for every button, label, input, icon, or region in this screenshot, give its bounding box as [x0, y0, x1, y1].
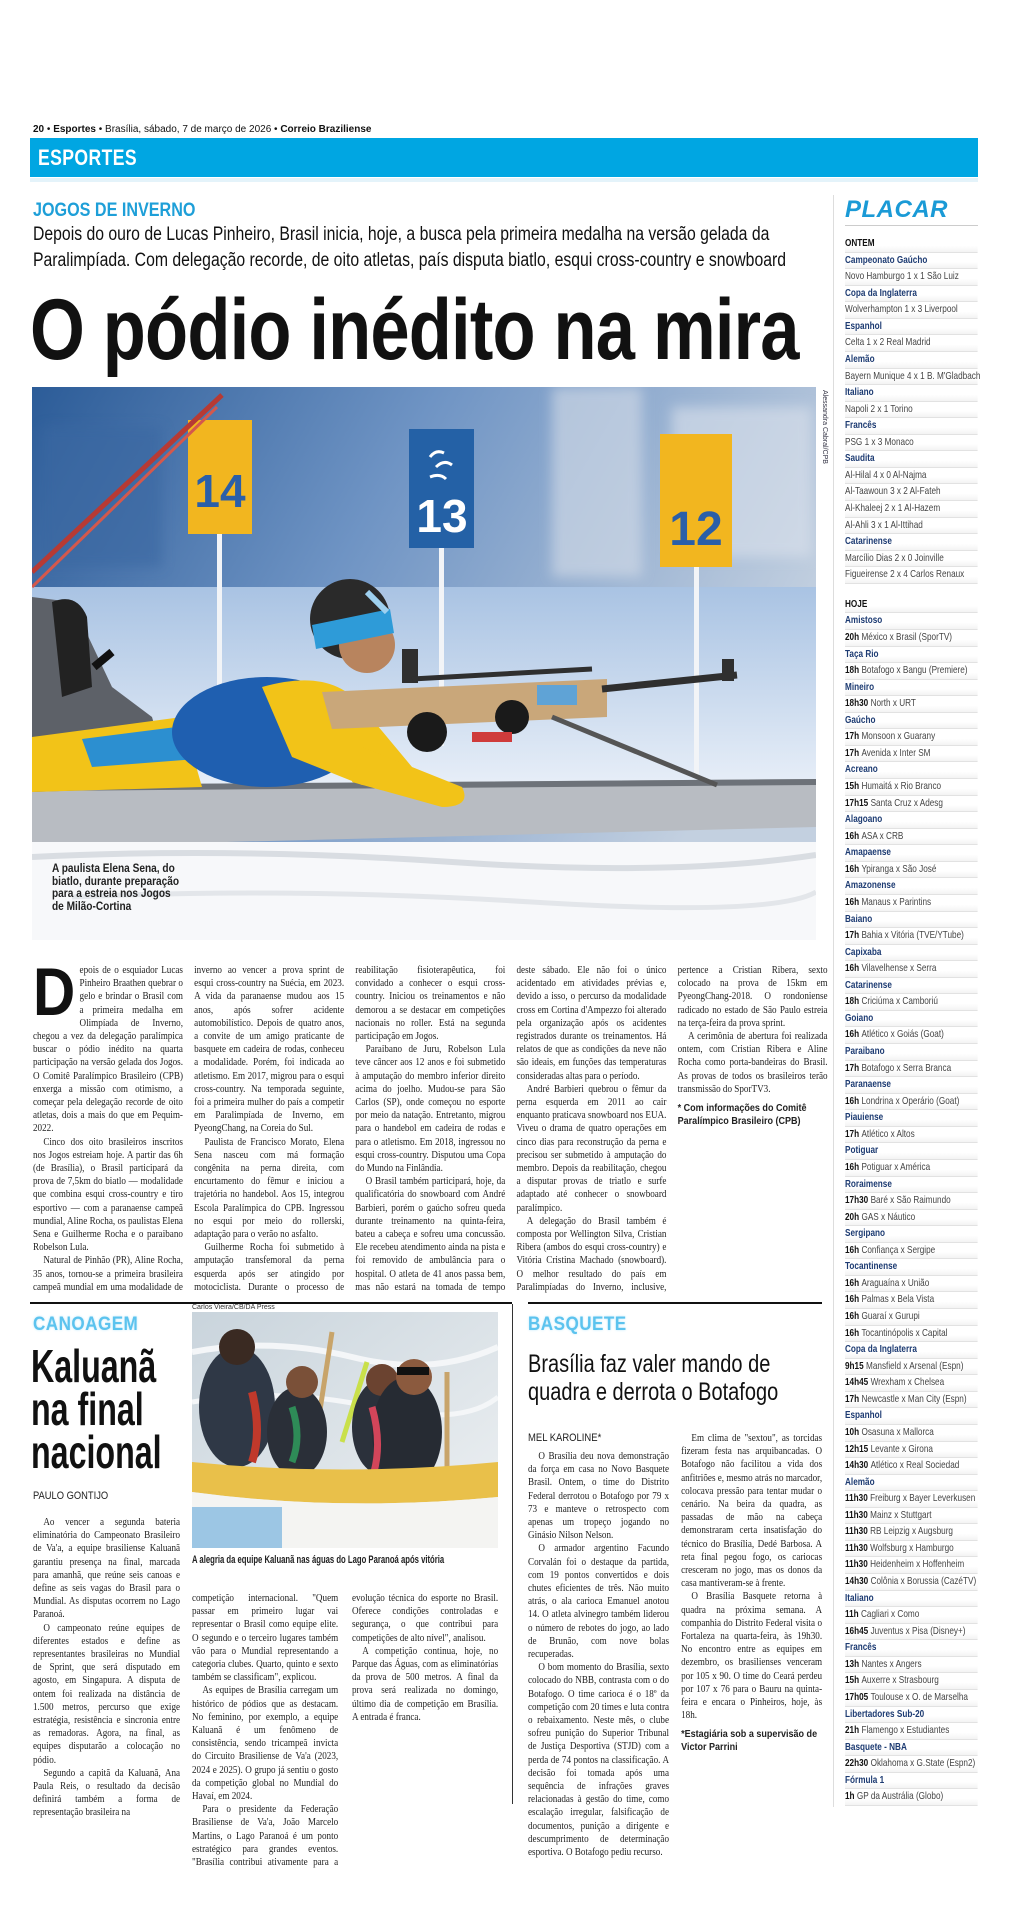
game-time: 16h45	[845, 1624, 869, 1637]
placar-league: Capixaba	[845, 945, 978, 962]
game-match: Juventus x Pisa (Disney+)	[870, 1624, 966, 1637]
game-match: México x Brasil (SporTV)	[861, 630, 953, 643]
page-folio: 20 • Esportes • Brasília, sábado, 7 de março de 2026 • Correio Braziliense	[33, 124, 372, 135]
game-match: Novo Hamburgo 1 x 1 São Luiz	[845, 270, 959, 283]
placar-game	[845, 1375, 978, 1392]
game-time: 16h	[845, 1160, 860, 1173]
placar-game	[845, 1276, 978, 1293]
article-paragraph: O armador argentino Facundo Corvalán foi o destaque da partida, com 19 pontos convertidos e dois chutes eficientes de três. Não muito atrás, o ala carioca Emanuel anotou 14. O atleta alvinegro também liderou o número de rebotes do jogo, ao lado de Brunão, com nove bolas recuperadas.	[528, 1543, 670, 1661]
game-match: Criciúma x Camboriú	[861, 995, 938, 1008]
biathlon-photo	[32, 387, 816, 940]
game-match: Wolverhampton 1 x 3 Liverpool	[845, 303, 958, 316]
game-time: 16h	[845, 1276, 860, 1289]
game-match: Baré x São Raimundo	[870, 1194, 951, 1207]
game-time: 11h30	[845, 1525, 868, 1538]
placar-game	[845, 630, 978, 647]
article-paragraph: O campeonato reúne equipes de diferentes estados e define as representantes brasileiras no Mundial de Sprint, que será disputado em agosto, em Singapura. A disputa de ontem foi realizada na distância de 1.500 metros, percurso que exige estratégia, resistência e sincronia entre as remadoras. Agora, na final, as equipes disputarão a colocação no pódio.	[33, 1622, 181, 1766]
placar-game	[845, 1127, 978, 1144]
placar-league: Catarinense	[845, 978, 978, 995]
game-match: Wrexham x Chelsea	[870, 1376, 945, 1389]
section-bar-underline	[30, 178, 978, 182]
placar-league: Italiano	[845, 385, 978, 402]
section-bar-title: ESPORTES	[38, 145, 138, 170]
placar-league: Alagoano	[845, 812, 978, 829]
article-paragraph: O Brasil também participará, hoje, da qualificatória do snowboard com André Barbieri, porém o gaúcho sofreu queda durante treinamento na quinta-feira, bateu a cabeça e sofreu uma concussão. Ele recebeu atendimento ainda na pista e foi removido de ambulância para o hospital. O atleta de 41 anos passa bem, mas não estará na tomada de tempo deste sábado. Ele não foi o único acidentado em atividades prévias e, devido a isso, o percurso da modalidade cross em Cortina d'Ampezzo foi alterado pela organização após os acidentes registrados durante os treinamentos. Há relatos de que as condições da neve não são ideais, em funções das temperaturas consideradas altas para o período.	[355, 965, 667, 1293]
game-match: Potiguar x América	[861, 1160, 931, 1173]
article-paragraph: Cinco dos oito brasileiros inscritos nos Jogos estreiam hoje. A partir das 6h (de Brasília), o Brasil participará da prova de 7,5km do biatlo — modalidade que combina esqui cross-country e tiro esportivo — com a paranaense campeã mundial, Aline Rocha, os paulistas Elena Sena e Guilherme Rocha e o paraibano Robelson Lula.	[33, 1136, 183, 1254]
game-time: 11h30	[845, 1558, 868, 1571]
board-number: 13	[416, 490, 468, 542]
placar-league: Acreano	[845, 762, 978, 779]
placar-game	[845, 1094, 978, 1111]
article-paragraph: A delegação do Brasil também é composta por Wellington Silva, Cristian Ribera (ambos do esqui cross-country) e Vitória Cristina Machado (snowboard). O melhor resultado do país em Paralimpíadas do Inverno, inclusive, pertence a Cristian Ribera, sexto colocado na prova de 15km em PyeongChang-2018. O rondoniense radicado no estado de São Paulo estreia na terça-feira da prova sprint.	[516, 965, 828, 1293]
game-match: Humaitá x Rio Branco	[861, 780, 942, 792]
placar-league: Francês	[845, 1640, 978, 1657]
placar-league: Alemão	[845, 352, 978, 369]
game-time: 17h	[845, 1392, 860, 1405]
game-time: 17h	[845, 746, 860, 759]
placar-league: Potiguar	[845, 1143, 978, 1160]
folio-section: Esportes	[53, 124, 96, 135]
placar-league: Libertadores Sub-20	[845, 1707, 978, 1724]
deck-line: Depois do ouro de Lucas Pinheiro, Brasil inicia, hoje, a busca pela primeira medalha na versão gelada da	[33, 224, 770, 245]
article-paragraph: Segundo a capitã da Kaluanã, Ana Paula Reis, o resultado da decisão definirá também a forma de representação brasileira na	[33, 1767, 181, 1819]
placar-league: Paraibano	[845, 1044, 978, 1061]
game-time: 13h	[845, 1657, 860, 1670]
placar-game	[845, 1789, 978, 1806]
canoagem-byline: PAULO GONTIJO	[33, 1490, 109, 1502]
placar-day-label: HOJE	[845, 597, 978, 614]
placar-game	[845, 1309, 978, 1326]
game-time: 11h30	[845, 1508, 868, 1521]
placar-league: Amistoso	[845, 613, 978, 630]
game-match: RB Leipzig x Augsburg	[870, 1525, 953, 1538]
placar-game	[845, 895, 978, 912]
basquete-byline: MEL KAROLINE*	[528, 1432, 602, 1444]
canoagem-label: CANOAGEM	[33, 1314, 139, 1335]
game-time: 15h	[845, 1674, 860, 1687]
game-time: 16h	[845, 1028, 860, 1041]
game-match: Newcastle x Man City (Espn)	[861, 1392, 967, 1405]
placar-game	[845, 1061, 978, 1078]
game-time: 18h30	[845, 697, 869, 710]
placar-game	[845, 369, 981, 386]
headline-line: na final	[31, 1383, 144, 1435]
headline-line: nacional	[31, 1426, 162, 1478]
game-time: 17h	[845, 929, 860, 942]
board-number: 12	[669, 503, 723, 556]
placar-game	[845, 1607, 978, 1624]
game-time: 11h30	[845, 1541, 868, 1554]
placar-day-label: ONTEM	[845, 236, 978, 253]
article-paragraph: As equipes de Brasília carregam um histórico de pódios que as destacam. No feminino, por exemplo, a equipe Kaluanã é um fenômeno de consistência, sendo tricampeã invicta do Circuito Brasiliense de Va'a (2023, 2024 e 2025). O grupo já sentiu o gosto da competição global no Mundial do Havaí, em 2024.	[192, 1685, 339, 1803]
game-match: PSG 1 x 3 Monaco	[845, 435, 914, 448]
placar-league: Italiano	[845, 1591, 978, 1608]
game-time: 17h	[845, 1127, 860, 1140]
game-match: Ypiranga x São José	[861, 862, 937, 875]
photo-caption: A paulista Elena Sena, do biatlo, durante preparação para a estreia nos Jogos de Milão-Cortina	[52, 863, 180, 913]
placar-game	[845, 1292, 978, 1309]
game-time: 16h	[845, 1094, 860, 1107]
game-match: Nantes x Angers	[861, 1657, 922, 1670]
article-paragraph: Em clima de "sextou", as torcidas fizeram festa nas arquibancadas. O Botafogo não facilitou a vida dos anfitriões e, mesmo atrás no marcador, colocava pressão para tentar mudar o cenário. Na beira da quadra, as passadas de mão na cabeça demonstraram certa insatisfação do técnico do Brasília, Dedé Barbosa. A reta final pegou fogo, os cariocas cresceram no jogo, mas os donos da casa mantiveram-se à frente.	[681, 1433, 823, 1590]
game-time: 17h30	[845, 1194, 869, 1207]
game-time: 16h	[845, 862, 860, 875]
biathlon-photo-image	[32, 387, 816, 940]
game-match: Londrina x Operário (Goat)	[861, 1094, 960, 1107]
placar-league: Saudita	[845, 451, 978, 468]
game-match: Vilavelhense x Serra	[861, 962, 937, 975]
placar-game	[845, 518, 978, 535]
game-time: 20h	[845, 630, 860, 643]
article-paragraph: A competição continua, hoje, no Parque das Águas, com as eliminatórias da prova de 500 metros. A final da prova será realizada no domingo, último dia de competição em Brasília. A entrada é franca.	[351, 1645, 499, 1723]
game-time: 18h	[845, 664, 860, 677]
game-time: 17h05	[845, 1690, 869, 1703]
game-match: Marcílio Dias 2 x 0 Joinville	[845, 551, 944, 564]
placar-league: Taça Rio	[845, 647, 978, 664]
article-paragraph: Para o presidente da Federação Brasiliense de Va'a, João Marcelo Martins, o Lago Paranoá é um ponto estratégico para grandes eventos. "Brasília contribui ativamente para a evolução técnica do esporte no Brasil. Oferece condições controladas e segurança, o que contribui para competições de alto nível", analisou.	[192, 1593, 499, 1869]
placar-league: Fórmula 1	[845, 1773, 978, 1790]
game-match: North x URT	[870, 697, 916, 710]
story-kicker: JOGOS DE INVERNO	[33, 200, 196, 221]
placar-game	[845, 551, 978, 568]
game-match: Araguaína x União	[861, 1276, 930, 1289]
game-time: 14h30	[845, 1575, 869, 1587]
page-number: 20	[33, 124, 45, 135]
game-time: 1h	[845, 1790, 855, 1803]
article-paragraph: competição internacional. "Quem passar em primeiro lugar vai representar o Brasil como equipe elite. O segundo e o terceiro lugares também vão para o Mundial representando a categoria clubes. Quarto, quinto e sexto também se classificam", explicou.	[192, 1593, 339, 1684]
game-match: GP da Austrália (Globo)	[856, 1790, 944, 1803]
game-time: 14h45	[845, 1376, 869, 1389]
basquete-label: BASQUETE	[528, 1314, 627, 1335]
basquete-body	[528, 1432, 822, 1882]
placar-league: Piauiense	[845, 1110, 978, 1127]
placar-game	[845, 269, 978, 286]
game-match: Napoli 2 x 1 Torino	[845, 402, 913, 415]
game-match: Colônia x Borussia (CazéTV)	[870, 1575, 977, 1587]
placar-game	[845, 402, 978, 419]
placar-league: Catarinense	[845, 534, 978, 551]
placar-spacer	[845, 584, 978, 597]
placar-game	[845, 1027, 978, 1044]
game-match: Toulouse x O. de Marselha	[870, 1690, 968, 1703]
placar-game	[845, 1524, 978, 1541]
placar-league: Francês	[845, 418, 978, 435]
column-divider	[512, 1304, 513, 1804]
placar-league: Amazonense	[845, 878, 978, 895]
placar-game	[845, 1624, 978, 1641]
article-paragraph: Ao vencer a segunda bateria eliminatória do Campeonato Brasileiro de Va'a, a equipe brasiliense Kaluanã garantiu presença na final, marcada para amanhã, que reúne seis canoas e define as seis vagas do Brasil para o Mundial. As disputas ocorrem no Lago Paranoá.	[33, 1517, 181, 1621]
game-match: Botafogo x Bangu (Premiere)	[861, 664, 968, 677]
placar-game	[845, 1541, 978, 1558]
game-match: Manaus x Parintins	[861, 895, 932, 908]
game-match: Atlético x Altos	[861, 1127, 915, 1140]
article-paragraph: A cerimônia de abertura foi realizada ontem, com Cristian Ribera e Aline Rocha como porta-bandeiras do Brasil. As provas de todos os brasileiros terão transmissão do SporTV3.	[677, 1031, 828, 1095]
placar-game	[845, 1359, 978, 1376]
placar-game	[845, 729, 978, 746]
game-match: Al-Taawoun 3 x 2 Al-Fateh	[845, 485, 941, 498]
placar-game	[845, 1690, 978, 1707]
placar-game	[845, 468, 978, 485]
game-match: Wolfsburg x Hamburgo	[870, 1541, 954, 1554]
placar-league: Sergipano	[845, 1226, 978, 1243]
placar-scores-list	[845, 236, 981, 1806]
placar-game	[845, 1458, 978, 1475]
placar-game	[845, 696, 978, 713]
placar-game	[845, 1756, 978, 1773]
placar-game	[845, 1491, 978, 1508]
placar-game	[845, 994, 978, 1011]
basquete-headline	[528, 1350, 778, 1406]
article-paragraph: O Brasília deu nova demonstração da força em casa no Novo Basquete Brasil. Ontem, o time do Distrito Federal derrotou o Botafogo por 79 x 73 e manteve o retrospecto com apenas um tropeço jogando no Ginásio Nilson Nelson.	[528, 1451, 670, 1542]
game-match: Heidenheim x Hoffenheim	[870, 1558, 965, 1571]
story-deck	[33, 222, 818, 274]
placar-title: PLACAR	[845, 196, 948, 223]
article-paragraph: Natural de Pinhão (PR), Aline Rocha, 35 anos, tornou-se a primeira brasileira campeã mundial em uma modalidade de inverno ao vencer a prova sprint de esqui cross-country na Suécia, em 2023. A vida da paranaense mudou aos 15 anos, após sofrer acidente automobilístico. Depois de quatro anos, a convite de um amigo praticante de basquete em cadeira de rodas, conheceu a modalidade. Porém, foi indicada ao atletismo. Em 2017, migrou para o esqui cross-country. Na temporada seguinte, foi a primeira mulher do país a competir em Paralimpíada de Inverno, em PyeongChang, na Coreia do Sul.	[33, 965, 345, 1293]
article-paragraph: O bom momento do Brasília, sexto colocado do NBB, contrasta com o do Botafogo. O time carioca é o 18º da competição com 20 times e luta contra o rebaixamento. Neste mês, o clube sofreu punição do Superior Tribunal de Justiça Desportiva (STJD) com a perda de 74 pontos na classificação. A decisão foi tomada após uma sequência de infrações graves relacionadas à gestão do time, como escalação irregular, falsificação de documentos, punição a dirigente e descumprimento de determinação esportiva. O Botafogo pediu recurso.	[528, 1662, 670, 1859]
placar-league: Alemão	[845, 1475, 978, 1492]
placar-league: Copa da Inglaterra	[845, 1342, 978, 1359]
game-match: Al-Hilal 4 x 0 Al-Najma	[845, 468, 927, 481]
game-match: Levante x Girona	[870, 1442, 933, 1455]
placar-game	[845, 746, 978, 763]
story-headline: O pódio inédito na mira	[30, 282, 799, 378]
game-time: 11h30	[845, 1492, 868, 1505]
game-time: 16h	[845, 1293, 860, 1306]
folio-dateline: Brasília, sábado, 7 de março de 2026	[105, 124, 272, 135]
game-match: ASA x CRB	[861, 829, 904, 842]
placar-league: Baiano	[845, 912, 978, 929]
placar-game	[845, 1210, 978, 1227]
placar-league: Paranaense	[845, 1077, 978, 1094]
game-match: Al-Ahli 3 x 1 Al-Ittihad	[845, 518, 923, 531]
placar-league: Copa da Inglaterra	[845, 286, 978, 303]
game-match: GAS x Náutico	[861, 1210, 916, 1223]
article-body	[33, 954, 828, 1296]
game-match: Figueirense 2 x 4 Carlos Renaux	[845, 568, 965, 581]
game-match: Santa Cruz x Adesg	[870, 796, 943, 809]
placar-league: Basquete - NBA	[845, 1740, 978, 1757]
game-time: 12h15	[845, 1442, 869, 1455]
placar-league: Gaúcho	[845, 713, 978, 730]
placar-league: Amapaense	[845, 845, 978, 862]
placar-league: Espanhol	[845, 319, 978, 336]
placar-game	[845, 779, 978, 796]
game-match: Atlético x Real Sociedad	[870, 1459, 960, 1472]
placar-game	[845, 1673, 978, 1690]
game-match: Avenida x Inter SM	[861, 746, 931, 759]
placar-game	[845, 663, 978, 680]
game-match: Palmas x Bela Vista	[861, 1293, 935, 1306]
article-paragraph: Depois de o esquiador Lucas Pinheiro Braathen quebrar o gelo e brindar o Brasil com a primeira medalha em Olimpíada de Inverno, chegou a vez da delegação paralímpica buscar o pódio inédito na quarta participação na versão gelada dos Jogos. O Comitê Paralímpico Brasileiro (CPB) enxerga a missão com otimismo, a começar pela delegação recorde de oito atletas, dois a mais do que em Pequim-2022.	[33, 954, 183, 1135]
placar-league: Espanhol	[845, 1408, 978, 1425]
placar-game	[845, 567, 978, 584]
game-match: Bahia x Vitória (TVE/YTube)	[861, 929, 964, 942]
placar-game	[845, 1160, 978, 1177]
game-match: Botafogo x Serra Branca	[861, 1061, 952, 1074]
game-time: 17h15	[845, 796, 869, 809]
placar-league: Tocantinense	[845, 1259, 978, 1276]
canoagem-body-col1	[33, 1516, 180, 1856]
article-paragraph: Paulista de Francisco Morato, Elena Sena nasceu com má formação congênita na perna direita, com encurtamento do fêmur e iniciou a trajetória no handebol. Aos 15, integrou Escola Paralímpica do CPB. Ingressou no esqui por meio do rollerski, adaptação para o verão no asfalto.	[194, 1136, 345, 1241]
photo-caption: A alegria da equipe Kaluanã nas águas do Lago Paranoá após vitória	[192, 1554, 445, 1566]
game-match: Oklahoma x G.State (Espn2)	[870, 1757, 976, 1770]
headline-line: Brasília faz valer mando de	[528, 1350, 771, 1378]
canoe-team-photo-image	[192, 1312, 498, 1548]
deck-line: Paralimpíada. Com delegação recorde, de oito atletas, país disputa biatlo, esqui cross-country e snowboard	[33, 250, 787, 271]
placar-game	[845, 862, 978, 879]
game-match: Guaraí x Gurupi	[861, 1310, 920, 1322]
placar-game	[845, 796, 978, 813]
game-match: Auxerre x Strasbourg	[861, 1674, 939, 1687]
game-match: Tocantinópolis x Capital	[861, 1326, 948, 1339]
game-time: 16h	[845, 1310, 860, 1322]
placar-game	[845, 829, 978, 846]
board-number: 14	[194, 465, 246, 517]
placar-game	[845, 928, 978, 945]
game-match: Confiança x Sergipe	[861, 1243, 936, 1256]
placar-game	[845, 1392, 978, 1409]
game-match: Atlético x Goiás (Goat)	[861, 1028, 944, 1041]
game-time: 14h30	[845, 1459, 869, 1472]
canoagem-body-cols	[192, 1592, 498, 1877]
photo-credit: Alessandra Cabral/CPB	[821, 390, 828, 464]
headline-line: quadra e derrota o Botafogo	[528, 1378, 779, 1406]
game-time: 20h	[845, 1210, 860, 1223]
section-bar	[30, 138, 978, 177]
game-match: Al-Khaleej 2 x 1 Al-Hazem	[845, 502, 941, 514]
article-paragraph: Paraibano de Juru, Robelson Lula teve câncer aos 12 anos e foi submetido à amputação do membro inferior direito acima do joelho. Mudou-se para São Carlos (SP), onde começou no esporte por meio da natação. Entretanto, migrou para o handebol em cadeira de rodas e para o atletismo. Em 2018, ingressou no esqui cross-country. Disputou uma Copa do Mundo na Finlândia.	[355, 1044, 506, 1175]
placar-divider	[833, 195, 834, 1807]
placar-game	[845, 1193, 978, 1210]
photo-credit: Carlos Vieira/CB/DA Press	[192, 1304, 275, 1311]
canoe-team-photo	[192, 1312, 498, 1548]
game-match: Freiburg x Bayer Leverkusen	[870, 1492, 976, 1505]
headline-line: Kaluanã	[31, 1340, 157, 1392]
article-paragraph: Guilherme Rocha foi submetido à amputação transfemoral da perna esquerda após ser atingido por motociclista. Durante o processo de reabilitação fisioterapêutica, foi convidado a conhecer o esqui cross-country. Iniciou os treinamentos e não demorou a se destacar em competições nacionais no roller. Está na segunda participação em Jogos.	[194, 965, 506, 1293]
game-time: 16h	[845, 1326, 860, 1339]
placar-league: Roraimense	[845, 1177, 978, 1194]
game-match: Osasuna x Mallorca	[861, 1425, 934, 1438]
placar-league: Mineiro	[845, 680, 978, 697]
placar-game	[845, 1657, 978, 1674]
game-time: 16h	[845, 1243, 860, 1256]
section-divider	[528, 1302, 822, 1304]
placar-league: Goiano	[845, 1011, 978, 1028]
placar-game	[845, 302, 978, 319]
placar-game	[845, 961, 978, 978]
article-paragraph: O Brasília Basquete retorna à quadra na próxima semana. A companhia do Distrito Federal visita o Fortaleza na quarta-feira, às 19h30. No encontro entre as equipes em dezembro, os brasilienses venceram por 105 x 90. O time do Ceará perdeu por 107 x 76 para o Bauru na quinta-feira e encara o Pinheiros, hoje, às 18h.	[681, 1591, 823, 1722]
placar-game	[845, 1442, 978, 1459]
game-time: 10h	[845, 1425, 860, 1438]
placar-game	[845, 335, 978, 352]
basquete-supervision-note: *Estagiária sob a supervisão de Victor Parrini	[681, 1728, 818, 1753]
placar-game	[845, 1557, 978, 1574]
canoagem-headline	[31, 1340, 162, 1478]
game-match: Celta 1 x 2 Real Madrid	[845, 336, 931, 349]
game-time: 16h	[845, 829, 860, 842]
game-time: 15h	[845, 780, 860, 792]
placar-game	[845, 1723, 978, 1740]
placar-game	[845, 435, 978, 452]
game-time: 17h	[845, 730, 860, 743]
game-match: Mainz x Stuttgart	[870, 1508, 932, 1521]
article-source-note: * Com informações do Comitê Paralímpico Brasileiro (CPB)	[677, 1102, 807, 1127]
placar-title-rule	[845, 225, 978, 226]
game-time: 16h	[845, 962, 860, 975]
placar-game	[845, 1508, 978, 1525]
game-time: 16h	[845, 895, 860, 908]
game-time: 11h	[845, 1608, 859, 1621]
game-match: Cagliari x Como	[861, 1608, 920, 1621]
game-match: Bayern Munique 4 x 1 B. M'Gladbach	[845, 369, 981, 382]
game-time: 18h	[845, 995, 860, 1008]
placar-game	[845, 1326, 978, 1343]
placar-game	[845, 1243, 978, 1260]
game-match: Monsoon x Guarany	[861, 730, 936, 743]
game-match: Mansfield x Arsenal (Espn)	[866, 1359, 964, 1372]
placar-game	[845, 1425, 978, 1442]
placar-league: Campeonato Gaúcho	[845, 253, 978, 270]
game-time: 9h15	[845, 1359, 864, 1372]
placar-game	[845, 1574, 978, 1591]
game-match: Flamengo x Estudiantes	[861, 1724, 950, 1737]
placar-game	[845, 484, 978, 501]
game-time: 21h	[845, 1724, 860, 1737]
article-paragraph: André Barbieri quebrou o fêmur da perna esquerda em 2011 ao cair enquanto praticava snowboard nos EUA. Viveu o drama de quatro operações em cinco dias para reconstrução da perna e precisou ser submetido à amputação do membro. Depois da reabilitação, chegou a disputar provas de triatlo e surfe adaptado até conhecer o snowboard paralímpico.	[516, 1083, 667, 1214]
folio-paper: Correio Braziliense	[280, 124, 372, 135]
placar-game	[845, 501, 978, 518]
game-time: 17h	[845, 1061, 860, 1074]
game-time: 22h30	[845, 1757, 869, 1770]
